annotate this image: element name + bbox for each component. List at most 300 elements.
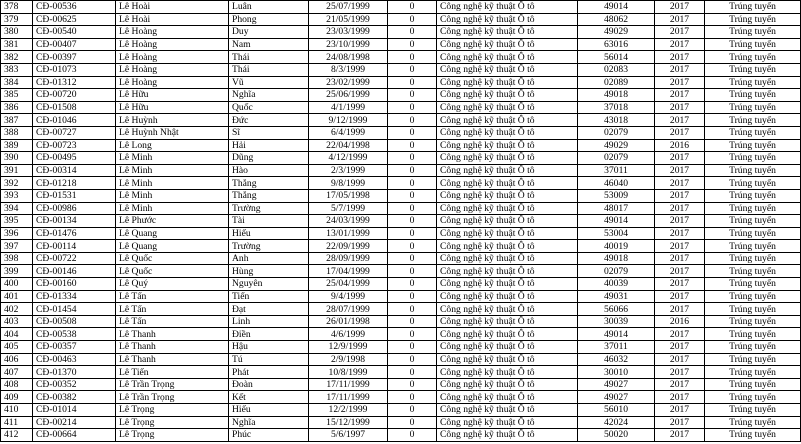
first-name: Nam [229,38,309,51]
score-cell: 0 [388,227,437,240]
score-cell: 0 [388,353,437,366]
score-cell: 0 [388,164,437,177]
result-status: Trúng tuyển [705,139,801,152]
score-cell: 0 [388,404,437,417]
result-status: Trúng tuyển [705,353,801,366]
date-of-birth: 2/9/1998 [309,353,388,366]
school-code: 40019 [578,240,655,253]
first-name: Vũ [229,76,309,89]
first-name: Trường [229,202,309,215]
date-of-birth: 25/07/1999 [309,1,388,14]
first-name: Sĩ [229,126,309,139]
school-code: 49018 [578,89,655,102]
graduation-year: 2017 [655,278,705,291]
result-status: Trúng tuyển [705,391,801,404]
major-name: Công nghệ kỹ thuật Ô tô [437,303,578,316]
candidate-code: CĐ-01508 [33,101,116,114]
row-number: 387 [1,114,33,127]
result-status: Trúng tuyển [705,152,801,165]
result-status: Trúng tuyển [705,26,801,39]
score-cell: 0 [388,378,437,391]
candidate-code: CĐ-00727 [33,126,116,139]
graduation-year: 2017 [655,215,705,228]
school-code: 02089 [578,76,655,89]
last-middle-name: Lê Hữu [116,89,229,102]
first-name: Anh [229,252,309,265]
table-row [1,416,801,429]
last-middle-name: Lê Trọng [116,404,229,417]
score-cell: 0 [388,303,437,316]
first-name: Đức [229,114,309,127]
row-number: 405 [1,341,33,354]
table-row [1,164,801,177]
candidate-code: CĐ-00352 [33,378,116,391]
major-name: Công nghệ kỹ thuật Ô tô [437,177,578,190]
date-of-birth: 8/3/1999 [309,63,388,76]
last-middle-name: Lê Tấn [116,315,229,328]
date-of-birth: 25/04/1999 [309,278,388,291]
row-number: 379 [1,13,33,26]
school-code: 02079 [578,265,655,278]
date-of-birth: 15/12/1999 [309,416,388,429]
graduation-year: 2017 [655,189,705,202]
graduation-year: 2017 [655,290,705,303]
table-row [1,51,801,64]
last-middle-name: Lê Quốc [116,252,229,265]
table-row [1,189,801,202]
row-number: 395 [1,215,33,228]
candidate-code: CĐ-00536 [33,1,116,14]
result-status: Trúng tuyển [705,278,801,291]
row-number: 411 [1,416,33,429]
score-cell: 0 [388,63,437,76]
major-name: Công nghệ kỹ thuật Ô tô [437,164,578,177]
date-of-birth: 5/6/1997 [309,429,388,442]
graduation-year: 2017 [655,89,705,102]
date-of-birth: 22/09/1999 [309,240,388,253]
result-status: Trúng tuyển [705,13,801,26]
table-row [1,429,801,442]
school-code: 37018 [578,101,655,114]
graduation-year: 2017 [655,101,705,114]
date-of-birth: 10/8/1999 [309,366,388,379]
first-name: Kết [229,391,309,404]
last-middle-name: Lê Minh [116,189,229,202]
major-name: Công nghệ kỹ thuật Ô tô [437,278,578,291]
result-status: Trúng tuyển [705,177,801,190]
score-cell: 0 [388,89,437,102]
table-row [1,202,801,215]
last-middle-name: Lê Tấn [116,303,229,316]
row-number: 380 [1,26,33,39]
first-name: Tú [229,353,309,366]
table-row [1,353,801,366]
major-name: Công nghệ kỹ thuật Ô tô [437,429,578,442]
school-code: 49029 [578,26,655,39]
candidate-code: CĐ-00114 [33,240,116,253]
graduation-year: 2017 [655,366,705,379]
row-number: 409 [1,391,33,404]
score-cell: 0 [388,366,437,379]
school-code: 56066 [578,303,655,316]
last-middle-name: Lê Minh [116,164,229,177]
score-cell: 0 [388,391,437,404]
last-middle-name: Lê Minh [116,152,229,165]
table-row [1,101,801,114]
first-name: Dũng [229,152,309,165]
last-middle-name: Lê Tiến [116,366,229,379]
result-status: Trúng tuyển [705,404,801,417]
candidate-code: CĐ-00495 [33,152,116,165]
first-name: Phong [229,13,309,26]
major-name: Công nghệ kỹ thuật Ô tô [437,202,578,215]
date-of-birth: 12/2/1999 [309,404,388,417]
major-name: Công nghệ kỹ thuật Ô tô [437,315,578,328]
table-row [1,265,801,278]
last-middle-name: Lê Thanh [116,353,229,366]
first-name: Thắng [229,189,309,202]
school-code: 49031 [578,290,655,303]
date-of-birth: 23/03/1999 [309,26,388,39]
score-cell: 0 [388,152,437,165]
graduation-year: 2017 [655,240,705,253]
school-code: 02079 [578,126,655,139]
result-status: Trúng tuyển [705,89,801,102]
row-number: 391 [1,164,33,177]
candidate-code: CĐ-00397 [33,51,116,64]
major-name: Công nghệ kỹ thuật Ô tô [437,353,578,366]
major-name: Công nghệ kỹ thuật Ô tô [437,328,578,341]
school-code: 37011 [578,164,655,177]
date-of-birth: 17/05/1998 [309,189,388,202]
table-body [1,1,801,442]
table-row [1,89,801,102]
result-status: Trúng tuyển [705,126,801,139]
score-cell: 0 [388,290,437,303]
result-status: Trúng tuyển [705,202,801,215]
graduation-year: 2017 [655,353,705,366]
row-number: 402 [1,303,33,316]
result-status: Trúng tuyển [705,38,801,51]
school-code: 30039 [578,315,655,328]
school-code: 42024 [578,416,655,429]
score-cell: 0 [388,328,437,341]
candidate-code: CĐ-00723 [33,139,116,152]
last-middle-name: Lê Trần Trọng [116,391,229,404]
graduation-year: 2017 [655,202,705,215]
first-name: Duy [229,26,309,39]
candidate-code: CĐ-00508 [33,315,116,328]
school-code: 56014 [578,51,655,64]
score-cell: 0 [388,126,437,139]
row-number: 397 [1,240,33,253]
candidate-code: CĐ-01454 [33,303,116,316]
first-name: Hùng [229,265,309,278]
last-middle-name: Lê Hoài [116,13,229,26]
last-middle-name: Lê Hoàng [116,63,229,76]
date-of-birth: 21/05/1999 [309,13,388,26]
graduation-year: 2017 [655,76,705,89]
score-cell: 0 [388,101,437,114]
score-cell: 0 [388,38,437,51]
graduation-year: 2017 [655,404,705,417]
date-of-birth: 4/6/1999 [309,328,388,341]
row-number: 412 [1,429,33,442]
major-name: Công nghệ kỹ thuật Ô tô [437,38,578,51]
school-code: 46040 [578,177,655,190]
last-middle-name: Lê Hữu [116,101,229,114]
graduation-year: 2017 [655,63,705,76]
row-number: 401 [1,290,33,303]
score-cell: 0 [388,177,437,190]
row-number: 381 [1,38,33,51]
result-status: Trúng tuyển [705,1,801,14]
table-row [1,366,801,379]
date-of-birth: 25/06/1999 [309,89,388,102]
candidate-code: CĐ-00463 [33,353,116,366]
first-name: Hải [229,139,309,152]
first-name: Thắng [229,177,309,190]
candidate-code: CĐ-00720 [33,89,116,102]
first-name: Nguyên [229,278,309,291]
major-name: Công nghệ kỹ thuật Ô tô [437,76,578,89]
school-code: 53009 [578,189,655,202]
row-number: 385 [1,89,33,102]
graduation-year: 2017 [655,13,705,26]
row-number: 406 [1,353,33,366]
score-cell: 0 [388,278,437,291]
graduation-year: 2017 [655,114,705,127]
row-number: 399 [1,265,33,278]
school-code: 49014 [578,215,655,228]
first-name: Luân [229,1,309,14]
candidate-code: CĐ-01218 [33,177,116,190]
last-middle-name: Lê Thanh [116,328,229,341]
row-number: 382 [1,51,33,64]
date-of-birth: 26/01/1998 [309,315,388,328]
major-name: Công nghệ kỹ thuật Ô tô [437,63,578,76]
graduation-year: 2017 [655,26,705,39]
first-name: Hậu [229,341,309,354]
last-middle-name: Lê Minh [116,177,229,190]
last-middle-name: Lê Quang [116,240,229,253]
last-middle-name: Lê Hoàng [116,51,229,64]
first-name: Nghĩa [229,89,309,102]
graduation-year: 2017 [655,1,705,14]
graduation-year: 2017 [655,416,705,429]
score-cell: 0 [388,429,437,442]
score-cell: 0 [388,51,437,64]
table-row [1,152,801,165]
score-cell: 0 [388,202,437,215]
candidate-code: CĐ-00134 [33,215,116,228]
first-name: Nghĩa [229,416,309,429]
major-name: Công nghệ kỹ thuật Ô tô [437,126,578,139]
candidate-code: CĐ-00382 [33,391,116,404]
result-status: Trúng tuyển [705,429,801,442]
major-name: Công nghệ kỹ thuật Ô tô [437,26,578,39]
graduation-year: 2017 [655,265,705,278]
score-cell: 0 [388,315,437,328]
row-number: 398 [1,252,33,265]
result-status: Trúng tuyển [705,341,801,354]
graduation-year: 2017 [655,378,705,391]
first-name: Tài [229,215,309,228]
last-middle-name: Lê Quý [116,278,229,291]
last-middle-name: Lê Minh [116,202,229,215]
date-of-birth: 6/4/1999 [309,126,388,139]
last-middle-name: Lê Phước [116,215,229,228]
date-of-birth: 23/02/1999 [309,76,388,89]
row-number: 392 [1,177,33,190]
score-cell: 0 [388,189,437,202]
table-row [1,378,801,391]
date-of-birth: 4/1/1999 [309,101,388,114]
major-name: Công nghệ kỹ thuật Ô tô [437,265,578,278]
row-number: 407 [1,366,33,379]
row-number: 384 [1,76,33,89]
major-name: Công nghệ kỹ thuật Ô tô [437,139,578,152]
candidate-code: CĐ-01476 [33,227,116,240]
last-middle-name: Lê Hoàng [116,76,229,89]
score-cell: 0 [388,341,437,354]
row-number: 410 [1,404,33,417]
candidate-code: CĐ-00357 [33,341,116,354]
first-name: Đoàn [229,378,309,391]
major-name: Công nghệ kỹ thuật Ô tô [437,290,578,303]
row-number: 400 [1,278,33,291]
last-middle-name: Lê Huỳnh [116,114,229,127]
row-number: 389 [1,139,33,152]
last-middle-name: Lê Hoàng [116,26,229,39]
candidate-code: CĐ-01312 [33,76,116,89]
school-code: 53004 [578,227,655,240]
score-cell: 0 [388,13,437,26]
candidate-code: CĐ-00314 [33,164,116,177]
graduation-year: 2017 [655,429,705,442]
score-cell: 0 [388,139,437,152]
school-code: 50020 [578,429,655,442]
major-name: Công nghệ kỹ thuật Ô tô [437,227,578,240]
table-row [1,303,801,316]
last-middle-name: Lê Quốc [116,265,229,278]
candidate-code: CĐ-00664 [33,429,116,442]
result-status: Trúng tuyển [705,189,801,202]
last-middle-name: Lê Long [116,139,229,152]
table-row [1,114,801,127]
table-row [1,341,801,354]
score-cell: 0 [388,114,437,127]
graduation-year: 2017 [655,38,705,51]
table-row [1,278,801,291]
school-code: 02079 [578,152,655,165]
school-code: 46032 [578,353,655,366]
table-row [1,63,801,76]
table-row [1,139,801,152]
table-row [1,1,801,14]
row-number: 386 [1,101,33,114]
table-row [1,315,801,328]
first-name: Thái [229,51,309,64]
graduation-year: 2017 [655,51,705,64]
score-cell: 0 [388,240,437,253]
school-code: 49014 [578,328,655,341]
candidate-code: CĐ-00407 [33,38,116,51]
major-name: Công nghệ kỹ thuật Ô tô [437,1,578,14]
row-number: 378 [1,1,33,14]
row-number: 383 [1,63,33,76]
result-status: Trúng tuyển [705,252,801,265]
table-row [1,290,801,303]
result-status: Trúng tuyển [705,51,801,64]
table-row [1,391,801,404]
table-row [1,126,801,139]
major-name: Công nghệ kỹ thuật Ô tô [437,378,578,391]
result-status: Trúng tuyển [705,378,801,391]
row-number: 393 [1,189,33,202]
candidate-code: CĐ-00146 [33,265,116,278]
date-of-birth: 9/4/1999 [309,290,388,303]
school-code: 56010 [578,404,655,417]
table-row [1,26,801,39]
candidate-code: CĐ-00538 [33,328,116,341]
last-middle-name: Lê Trọng [116,416,229,429]
candidate-code: CĐ-01531 [33,189,116,202]
score-cell: 0 [388,265,437,278]
major-name: Công nghệ kỹ thuật Ô tô [437,391,578,404]
last-middle-name: Lê Tấn [116,290,229,303]
result-status: Trúng tuyển [705,227,801,240]
table-row [1,76,801,89]
result-status: Trúng tuyển [705,240,801,253]
first-name: Thái [229,63,309,76]
result-status: Trúng tuyển [705,164,801,177]
graduation-year: 2017 [655,177,705,190]
major-name: Công nghệ kỹ thuật Ô tô [437,101,578,114]
table-row [1,252,801,265]
date-of-birth: 2/3/1999 [309,164,388,177]
graduation-year: 2016 [655,139,705,152]
row-number: 396 [1,227,33,240]
result-status: Trúng tuyển [705,366,801,379]
major-name: Công nghệ kỹ thuật Ô tô [437,215,578,228]
graduation-year: 2017 [655,126,705,139]
major-name: Công nghệ kỹ thuật Ô tô [437,416,578,429]
table-row [1,328,801,341]
row-number: 404 [1,328,33,341]
candidate-code: CĐ-00540 [33,26,116,39]
date-of-birth: 17/11/1999 [309,391,388,404]
school-code: 49027 [578,391,655,404]
last-middle-name: Lê Huỳnh Nhật [116,126,229,139]
table-row [1,13,801,26]
school-code: 48062 [578,13,655,26]
school-code: 49027 [578,378,655,391]
result-status: Trúng tuyển [705,290,801,303]
school-code: 02083 [578,63,655,76]
school-code: 49018 [578,252,655,265]
major-name: Công nghệ kỹ thuật Ô tô [437,13,578,26]
score-cell: 0 [388,26,437,39]
first-name: Điền [229,328,309,341]
major-name: Công nghệ kỹ thuật Ô tô [437,404,578,417]
row-number: 408 [1,378,33,391]
result-status: Trúng tuyển [705,63,801,76]
school-code: 30010 [578,366,655,379]
date-of-birth: 5/7/1999 [309,202,388,215]
result-status: Trúng tuyển [705,265,801,278]
date-of-birth: 23/10/1999 [309,38,388,51]
